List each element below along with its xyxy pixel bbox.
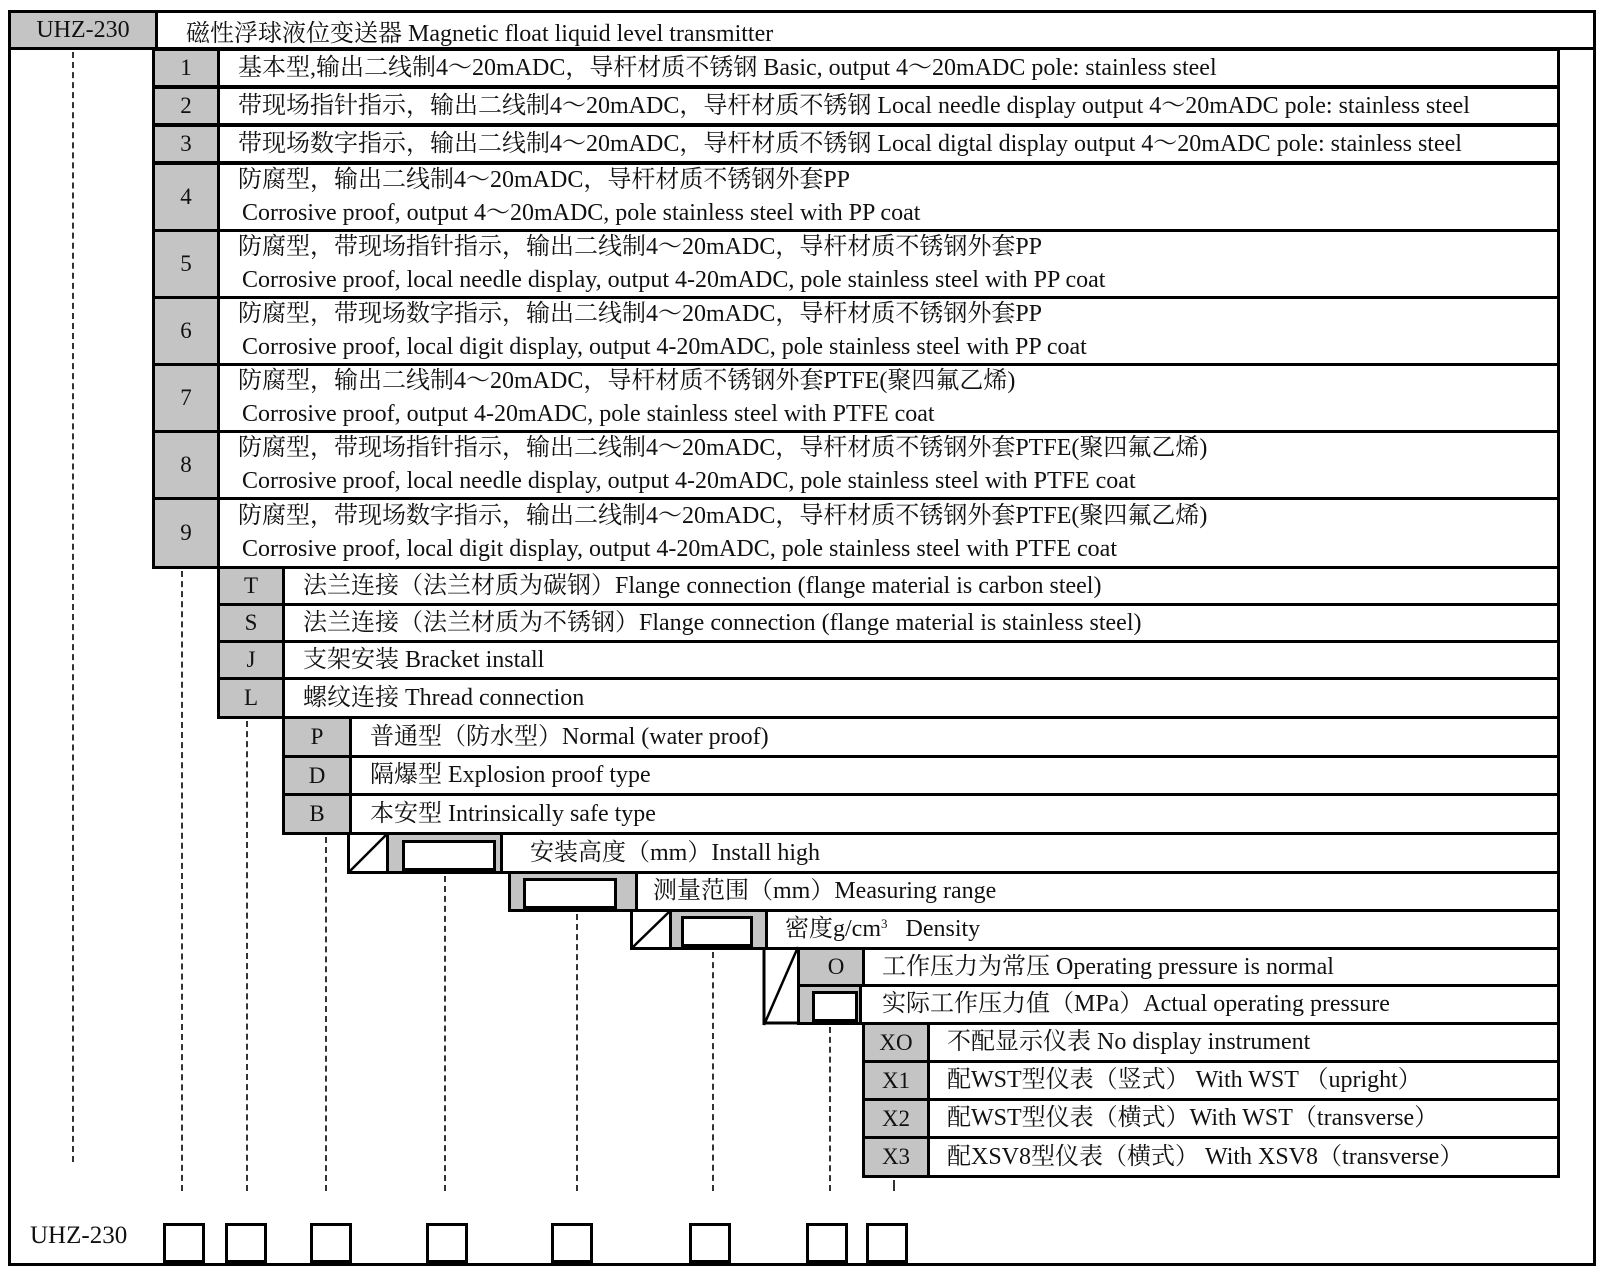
protection-desc: 本安型 Intrinsically safe type bbox=[370, 800, 656, 827]
selection-box-instrument[interactable] bbox=[866, 1223, 908, 1263]
type-row[interactable] bbox=[152, 296, 1560, 366]
connection-row[interactable] bbox=[217, 640, 1560, 680]
connection-row[interactable] bbox=[217, 566, 1560, 606]
type-desc: 防腐型，输出二线制4～20mADC，导杆材质不锈钢外套PP Corrosive proof, output 4～20mADC, pole stainless steel with PP coat bbox=[238, 167, 921, 226]
instrument-desc: 配WST型仪表（竖式） With WST （upright） bbox=[947, 1067, 1422, 1093]
type-code: 4 bbox=[155, 165, 220, 229]
protection-desc: 普通型（防水型）Normal (water proof) bbox=[370, 723, 769, 750]
density-row[interactable] bbox=[630, 909, 1560, 950]
type-code: 6 bbox=[155, 299, 220, 363]
protection-row[interactable] bbox=[282, 755, 1560, 796]
leader-line bbox=[325, 837, 327, 1191]
instrument-code: XO bbox=[865, 1025, 930, 1060]
type-desc: 防腐型，输出二线制4～20mADC，导杆材质不锈钢外套PTFE(聚四氟乙烯) Corrosive proof, output 4-20mADC, pole stainless steel with PTFE coat bbox=[238, 368, 1016, 427]
connection-code: T bbox=[220, 569, 285, 603]
install-high-input[interactable] bbox=[402, 840, 496, 871]
bottom-model-code: UHZ-230 bbox=[30, 1222, 128, 1249]
leader-line bbox=[576, 914, 578, 1191]
install-high-label: 安装高度（mm）Install high bbox=[530, 839, 820, 866]
type-code: 3 bbox=[155, 127, 220, 161]
type-code: 7 bbox=[155, 366, 220, 430]
type-desc: 防腐型，带现场数字指示，输出二线制4～20mADC，导杆材质不锈钢外套PTFE(聚四氟乙烯) Corrosive proof, local digit display, output 4-20mADC, pole stainless steel with PTFE coat bbox=[238, 503, 1208, 562]
instrument-row[interactable] bbox=[862, 1136, 1560, 1178]
connection-code: L bbox=[220, 680, 285, 716]
selection-box-pressure[interactable] bbox=[806, 1223, 848, 1263]
type-code: 2 bbox=[155, 89, 220, 123]
density-input[interactable] bbox=[681, 916, 753, 947]
measuring-range-row[interactable] bbox=[508, 871, 1560, 912]
type-desc: 防腐型，带现场指针指示，输出二线制4～20mADC，导杆材质不锈钢外套PP Corrosive proof, local needle display, output 4-20mADC, pole stainless steel with PP coat bbox=[238, 234, 1106, 293]
measuring-range-input[interactable] bbox=[523, 878, 617, 909]
type-code: 9 bbox=[155, 500, 220, 566]
pressure-desc: 工作压力为常压 Operating pressure is normal bbox=[882, 953, 1334, 980]
type-row[interactable] bbox=[152, 162, 1560, 232]
protection-code: D bbox=[285, 758, 352, 793]
connection-row[interactable] bbox=[217, 603, 1560, 643]
install-high-row[interactable] bbox=[347, 832, 1560, 874]
leader-line bbox=[444, 876, 446, 1191]
selection-box-protection[interactable] bbox=[310, 1223, 352, 1263]
protection-code: B bbox=[285, 796, 352, 832]
connection-row[interactable] bbox=[217, 677, 1560, 719]
connection-desc: 法兰连接（法兰材质为碳钢）Flange connection (flange material is carbon steel) bbox=[303, 572, 1102, 599]
selection-box-install-high[interactable] bbox=[426, 1223, 468, 1263]
type-row[interactable] bbox=[152, 48, 1560, 88]
instrument-code: X1 bbox=[865, 1063, 930, 1098]
instrument-row[interactable] bbox=[862, 1060, 1560, 1101]
type-row[interactable] bbox=[152, 86, 1560, 126]
type-row[interactable] bbox=[152, 497, 1560, 569]
selection-box-type[interactable] bbox=[163, 1223, 205, 1263]
slash-icon bbox=[633, 912, 669, 947]
pressure-input[interactable] bbox=[812, 991, 858, 1022]
product-title: 磁性浮球液位变送器 Magnetic float liquid level transmitter bbox=[155, 10, 1596, 50]
type-row[interactable] bbox=[152, 229, 1560, 299]
leader-line bbox=[712, 952, 714, 1191]
selection-box-density[interactable] bbox=[689, 1223, 731, 1263]
instrument-desc: 配XSV8型仪表（横式） With XSV8（transverse） bbox=[947, 1143, 1464, 1170]
divider bbox=[635, 874, 638, 909]
model-code-header: UHZ-230 bbox=[8, 10, 158, 50]
slash-icon bbox=[350, 835, 386, 871]
type-code: 1 bbox=[155, 51, 220, 85]
measuring-range-label: 测量范围（mm）Measuring range bbox=[653, 878, 997, 904]
type-desc: 带现场数字指示，输出二线制4～20mADC，导杆材质不锈钢 Local digtal display output 4～20mADC pole: stainless steel bbox=[238, 130, 1462, 157]
type-desc: 带现场指针指示，输出二线制4～20mADC，导杆材质不锈钢 Local needle display output 4～20mADC pole: stainless steel bbox=[238, 92, 1470, 119]
selection-box-connection[interactable] bbox=[225, 1223, 267, 1263]
leader-line bbox=[181, 571, 183, 1191]
protection-row[interactable] bbox=[282, 716, 1560, 758]
pressure-desc: 实际工作压力值（MPa）Actual operating pressure bbox=[882, 991, 1390, 1017]
instrument-row[interactable] bbox=[862, 1022, 1560, 1063]
protection-code: P bbox=[285, 719, 352, 755]
leader-line bbox=[829, 1027, 831, 1191]
leader-line bbox=[72, 52, 74, 1162]
leader-line bbox=[893, 1180, 895, 1191]
divider bbox=[500, 835, 503, 871]
divider bbox=[765, 912, 768, 947]
type-row[interactable] bbox=[152, 363, 1560, 433]
connection-desc: 支架安装 Bracket install bbox=[303, 646, 545, 673]
instrument-row[interactable] bbox=[862, 1098, 1560, 1139]
pressure-bar bbox=[800, 950, 810, 984]
density-label: 密度g/cm $^3$ Density bbox=[785, 915, 981, 942]
pressure-row[interactable] bbox=[797, 947, 1560, 987]
type-row[interactable] bbox=[152, 430, 1560, 500]
leader-line bbox=[246, 721, 248, 1191]
instrument-desc: 配WST型仪表（横式）With WST（transverse） bbox=[947, 1105, 1439, 1131]
instrument-code: X3 bbox=[865, 1139, 930, 1175]
type-row[interactable] bbox=[152, 124, 1560, 164]
connection-code: J bbox=[220, 643, 285, 677]
instrument-code: X2 bbox=[865, 1101, 930, 1136]
protection-desc: 隔爆型 Explosion proof type bbox=[370, 762, 651, 788]
connection-desc: 螺纹连接 Thread connection bbox=[303, 684, 585, 711]
type-code: 5 bbox=[155, 232, 220, 296]
type-code: 8 bbox=[155, 433, 220, 497]
selection-box-measuring-range[interactable] bbox=[551, 1223, 593, 1263]
type-desc: 防腐型，带现场指针指示，输出二线制4～20mADC，导杆材质不锈钢外套PTFE(聚四氟乙烯) Corrosive proof, local needle display, output 4-20mADC, pole stainless steel with PTFE coat bbox=[238, 435, 1208, 494]
instrument-desc: 不配显示仪表 No display instrument bbox=[947, 1029, 1311, 1055]
pressure-code: O bbox=[810, 950, 865, 984]
pressure-row[interactable] bbox=[797, 984, 1560, 1025]
slash-icon bbox=[764, 947, 800, 1025]
protection-row[interactable] bbox=[282, 793, 1560, 835]
connection-code: S bbox=[220, 606, 285, 640]
type-desc: 防腐型，带现场数字指示，输出二线制4～20mADC，导杆材质不锈钢外套PP Corrosive proof, local digit display, output 4-20mADC, pole stainless steel with PP coat bbox=[238, 301, 1087, 360]
connection-desc: 法兰连接（法兰材质为不锈钢）Flange connection (flange material is stainless steel) bbox=[303, 609, 1142, 636]
type-desc: 基本型,输出二线制4～20mADC，导杆材质不锈钢 Basic, output 4～20mADC pole: stainless steel bbox=[238, 54, 1217, 81]
